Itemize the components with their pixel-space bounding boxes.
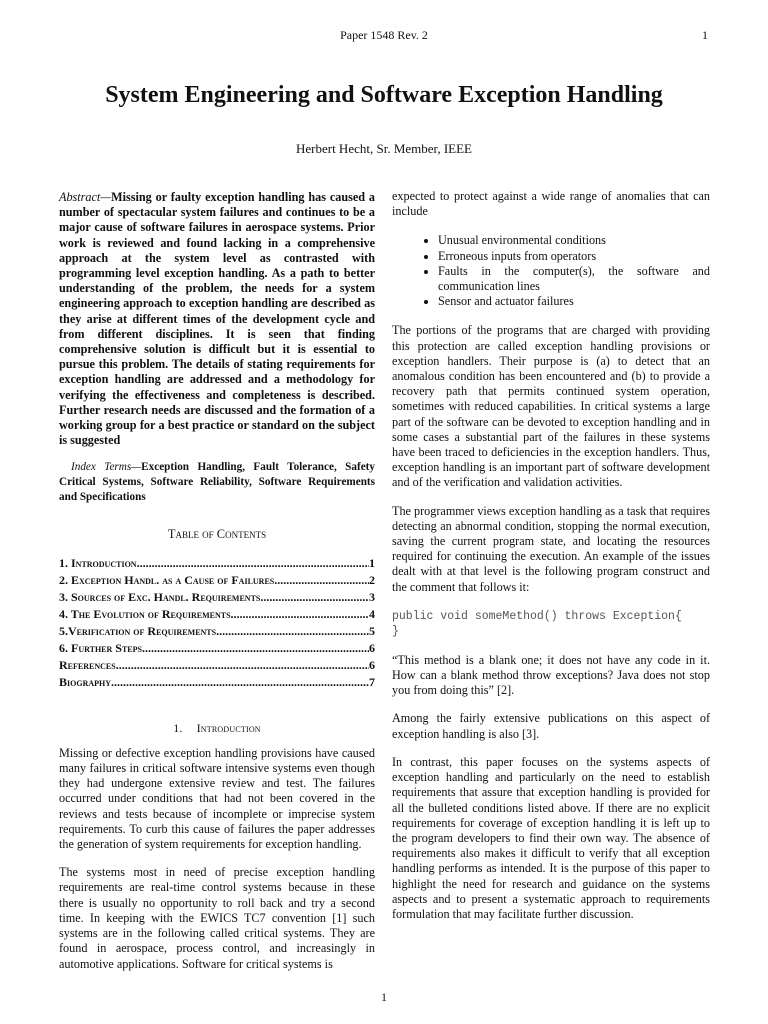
code-block [392,609,710,639]
bullet-list [392,233,710,309]
list-item: • Unusual environmental conditions [438,233,710,248]
abstract-label: Abstract— [59,190,112,204]
author-line: Herbert Hecht, Sr. Member, IEEE [295,141,472,156]
index-terms [59,460,375,505]
code-line: public void someMethod() throws Exception{ [392,609,682,623]
toc-leader [216,623,369,640]
toc-entry-title: 5.Verification of Requirements [59,623,217,638]
toc-entry [59,640,375,657]
quote: “This method is a blank one; it does not have any code in it. How can a blank method throw exceptions? Java does not stop you from doing this” [2]. [392,652,710,698]
toc-entry-page: 3 [369,589,375,604]
left-column [59,190,375,972]
toc-leader [116,657,369,674]
code-line: } [392,624,399,638]
list-item: • Erroneous inputs from operators [438,249,710,264]
toc-entry-page: 1 [369,555,375,570]
index-terms-label: Index Terms— [71,461,142,474]
paragraph: expected to protect against a wide range of anomalies that can include [392,189,710,219]
paragraph: The systems most in need of precise exception handling requirements are real-time control systems because in these there is usually no opportunity to roll back and try a second time. In keeping with the EWICS TC7 convention [1] such systems are in the following called critical systems. They are found in aerospace, process control, and increasingly in automotive applications. Software for critical systems is [59,865,375,971]
toc-entry [59,589,375,606]
toc-entry [59,606,375,623]
table-of-contents [59,555,375,691]
paragraph: Missing or defective exception handling provisions have caused many failures in critical software intensive systems even though they had undergone extensive review and test. The failures occurred under conditions that had not been covered in the reviews and tests because of incomplete or imprecise system requirements. To curb this cause of failures the paper addresses the generation of system requirements for exception handling. [59,745,375,852]
section-title: Introduction [196,720,261,735]
toc-entry-page: 5 [369,623,375,638]
header-page-number: 1 [702,28,708,42]
toc-leader [274,572,369,589]
toc-entry [59,657,375,674]
toc-entry-page: 6 [369,657,375,672]
list-item: • Faults in the computer(s), the software and communication lines [438,264,710,294]
toc-entry-title: 4. The Evolution of Requirements [59,606,231,621]
toc-leader [231,606,369,623]
toc-entry [59,572,375,589]
toc-leader [260,589,369,606]
toc-entry [59,623,375,640]
abstract [59,190,375,448]
toc-entry-title: References [59,657,116,672]
paragraph: The portions of the programs that are charged with providing this protection are called exception handling provisions or exception handlers. Their purpose is (a) to detect that an anomalous condition has been encountered and (b) to provide a recovery path that permits continued system operation, sometimes with reduced capabilities. In critical systems a large part of the software can be devoted to exception handling and in some cases a substantial part of the failures in these systems have been traced to deficiencies in the exception handlers. Thus, exception handling is an important part of software development and of the verification and validation activities. [392,323,710,490]
right-column [392,189,710,922]
list-item: • Sensor and actuator failures [438,294,710,309]
toc-entry-page: 6 [369,640,375,655]
toc-entry-title: 2. Exception Handl. as a Cause of Failures [59,572,275,587]
toc-entry-title: 1. Introduction [59,555,137,570]
paper-title: System Engineering and Software Exception Handling [105,82,663,108]
footer-page-number: 1 [381,990,387,1004]
section-number: 1. [173,720,183,735]
paragraph: In contrast, this paper focuses on the systems aspects of exception handling and particularly on the need to establish requirements that assure that exception handling is provided for all the bulleted conditions listed above. If there are no explicit requirements for coverage of exception handling it is left up to the program developers to find their own way. The absence of requirements also makes it difficult to verify that all exception handling performs as intended. It is the purpose of this paper to highlight the need for research and guidance on the systems aspects and to present a systematic approach to requirements formulation that may facilitate further discussion. [392,754,710,921]
toc-entry-page: 4 [369,606,375,621]
running-header: Paper 1548 Rev. 2 [340,28,428,42]
toc-entry-page: 2 [369,572,375,587]
section-heading [59,721,375,736]
toc-entry-title: Biography [59,674,112,689]
toc-title: Table of Contents [167,527,267,542]
abstract-text: Missing or faulty exception handling has caused a number of spectacular system failures and continues to be a major cause of software failures in aerospace systems. Prior work is reviewed and found lacking in a comprehensive approach at the system level as contrasted with programming level exception handling. As a path to better understanding of the problem, the needs for a system engineering approach to exception handling are described as they arise at different times of the development cycle and from different disciplines. It is seen that finding comprehensive solution is difficult but it is essential to pursue this problem. The details of stating requirements for exception handling are addressed and a methodology for verifying the effectiveness and completeness is described. Further research needs are discussed and the formation of a working group for a best practice or standard on the subject is suggested [59,190,375,448]
toc-leader [142,640,369,657]
toc-entry-title: 6. Further Steps [59,640,142,655]
toc-entry-page: 7 [369,674,375,689]
index-terms-text: Exception Handling, Fault Tolerance, Safety Critical Systems, Software Reliability, Software Requirements and Specifications [59,461,375,504]
toc-entry [59,674,375,691]
toc-leader [111,674,369,691]
toc-entry [59,555,375,572]
toc-leader [137,555,369,572]
paragraph: Among the fairly extensive publications on this aspect of exception handling is also [3]. [392,711,710,741]
paragraph: The programmer views exception handling as a task that requires detecting an abnormal condition, stopping the normal execution, saving the current program state, and locating the resources required for continuing the execution. An example of the issues dealt with at that level is the following program construct and the comment that follows it: [392,503,710,594]
toc-entry-title: 3. Sources of Exc. Handl. Requirements [59,589,261,604]
